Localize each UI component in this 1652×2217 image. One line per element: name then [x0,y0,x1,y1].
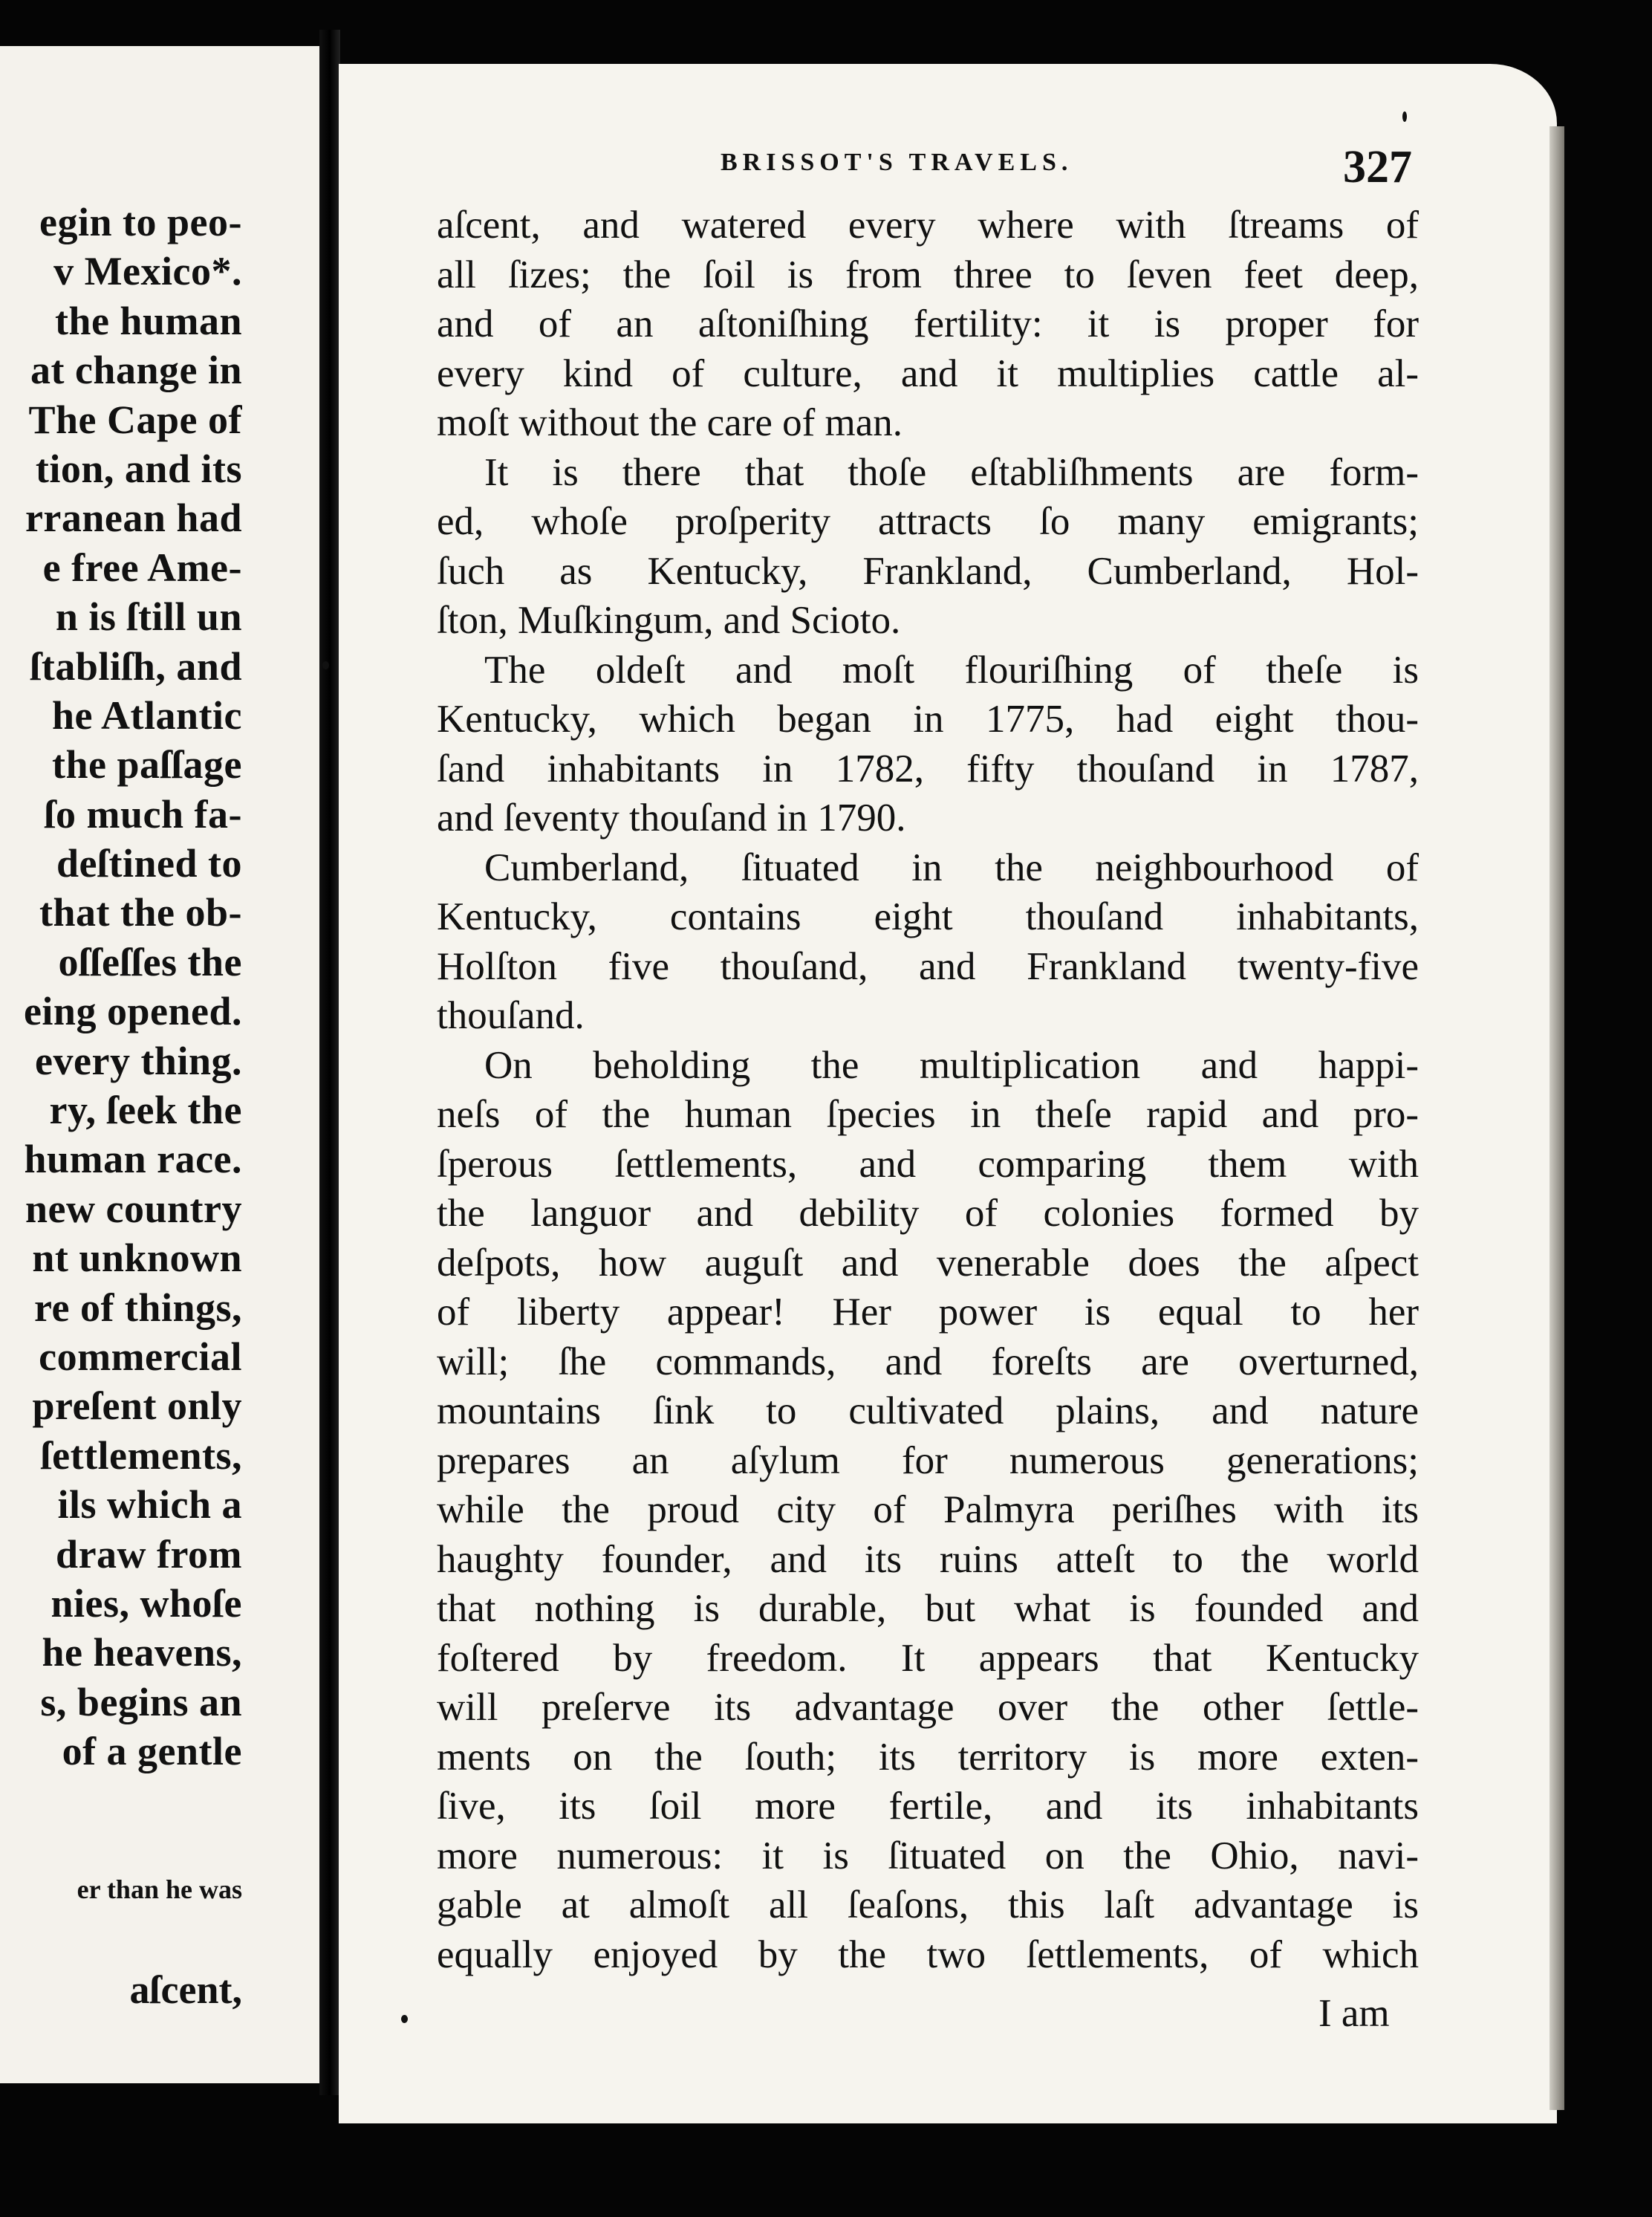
left-page-line: tion, and its [35,446,242,491]
body-text-line: will preſerve its advantage over the other ſettle- [437,1686,1419,1729]
right-page-body-text [437,201,1419,1979]
body-text-line: ed, whoſe proſperity attracts ſo many emigrants; [437,500,1419,543]
left-page-line: ſo much fa- [44,791,242,837]
left-page-line: he Atlantic [52,692,242,738]
ink-speck [1402,111,1407,122]
body-text-line: and ſeventy thouſand in 1790. [437,796,906,840]
left-page-line: ſtabliſh, and [30,643,242,689]
body-text-line: It is there that thoſe eſtabliſhments are form- [484,450,1419,494]
left-page-line: deſtined to [56,841,242,886]
body-text-line: foſtered by freedom. It appears that Kentucky [437,1636,1419,1680]
body-text-line: will; ſhe commands, and foreſts are overturned, [437,1340,1419,1383]
body-text-line: ſive, its ſoil more fertile, and its inhabitants [437,1785,1419,1828]
body-text-line: On beholding the multiplication and happi- [484,1043,1419,1087]
left-page-line: human race. [24,1137,242,1182]
body-text-line: the languor and debility of colonies formed by [437,1192,1419,1235]
left-page-line: re of things, [33,1285,242,1330]
left-page-line: the paſſage [52,742,242,788]
body-text-line: of liberty appear! Her power is equal to her [437,1291,1419,1334]
body-text-line: neſs of the human ſpecies in theſe rapid and pro- [437,1093,1419,1136]
left-page-line: that the ob- [39,890,242,935]
right-page-catchword: I am [1318,1992,1390,2035]
body-text-line: thouſand. [437,994,585,1037]
left-page-line: he heavens, [42,1630,242,1675]
left-page-line: n is ſtill un [55,594,242,640]
left-page-line: ſettlements, [40,1432,242,1478]
left-page-line: s, begins an [40,1679,242,1724]
body-text-line: ments on the ſouth; its territory is more exten- [437,1735,1419,1779]
left-page-line: commercial [39,1334,242,1379]
body-text-line: all ſizes; the ſoil is from three to ſeven feet deep, [437,253,1419,296]
body-text-line: ſuch as Kentucky, Frankland, Cumberland, Hol- [437,549,1419,593]
body-text-line: prepares an aſylum for numerous generations; [437,1438,1419,1482]
right-page-edge [1549,126,1564,2110]
left-page-line: at change in [30,348,242,393]
body-text-line: Holſton five thouſand, and Frankland twenty-five [437,944,1419,988]
left-page-line: rranean had [25,496,242,541]
body-text-line: more numerous: it is ſituated on the Ohio, navi- [437,1834,1419,1877]
left-page-line: ils which a [57,1482,242,1528]
body-text-line: The oldeſt and moſt flouriſhing of theſe is [484,648,1419,692]
body-text-line: equally enjoyed by the two ſettlements, of which [437,1932,1419,1976]
body-text-line: ſand inhabitants in 1782, fifty thouſand in 1787, [437,747,1419,791]
body-text-line: Cumberland, ſituated in the neighbourhood of [484,845,1419,889]
left-page-line: The Cape of [28,397,242,442]
left-page-line: draw from [56,1531,242,1577]
left-page-line: e free Ame- [42,545,242,590]
body-text-line: ſton, Muſkingum, and Scioto. [437,599,901,642]
left-page-line: v Mexico*. [53,249,242,294]
left-page-line: eing opened. [23,989,242,1034]
body-text-line: and of an aſtoniſhing fertility: it is proper for [437,302,1419,345]
page-number: 327 [1343,142,1412,192]
body-text-line: every kind of culture, and it multiplies cattle al- [437,351,1419,395]
left-page-line: every thing. [35,1038,242,1083]
left-page-text [0,198,242,1776]
body-text-line: Kentucky, which began in 1775, had eight thou- [437,698,1419,741]
left-page-line: new country [25,1186,242,1231]
left-page-line: preſent only [32,1383,242,1429]
body-text-line: that nothing is durable, but what is founded and [437,1587,1419,1630]
body-text-line: haughty founder, and its ruins atteſt to the world [437,1537,1419,1581]
body-text-line: aſcent, and watered every where with ſtreams of [437,204,1419,247]
left-page-footnote: er than he was [77,1874,242,1904]
left-page [0,46,319,2083]
ink-speck [401,2015,408,2023]
body-text-line: moſt without the care of man. [437,401,903,444]
left-page-line: ry, ſeek the [49,1088,242,1133]
body-text-line: while the proud city of Palmyra periſhes with its [437,1488,1419,1531]
body-text-line: deſpots, how auguſt and venerable does the aſpect [437,1241,1419,1285]
body-text-line: Kentucky, contains eight thouſand inhabitants, [437,895,1419,938]
body-text-line: ſperous ſettlements, and comparing them with [437,1142,1419,1186]
left-page-line: the human [54,298,242,343]
left-page-line: egin to peo- [39,200,242,244]
running-head: BRISSOT'S TRAVELS. [721,149,1073,176]
left-page-line: nies, whoſe [51,1580,242,1626]
left-page-line: oſſeſſes the [58,939,242,984]
body-text-line: gable at almoſt all ſeaſons, this laſt advantage is [437,1883,1419,1927]
left-page-catchword: aſcent, [129,1967,242,2012]
left-page-line: nt unknown [32,1236,242,1281]
left-page-line: of a gentle [62,1729,242,1774]
page-gutter [319,30,340,2095]
body-text-line: mountains ſink to cultivated plains, and nature [437,1389,1419,1432]
ink-speck [322,661,329,669]
